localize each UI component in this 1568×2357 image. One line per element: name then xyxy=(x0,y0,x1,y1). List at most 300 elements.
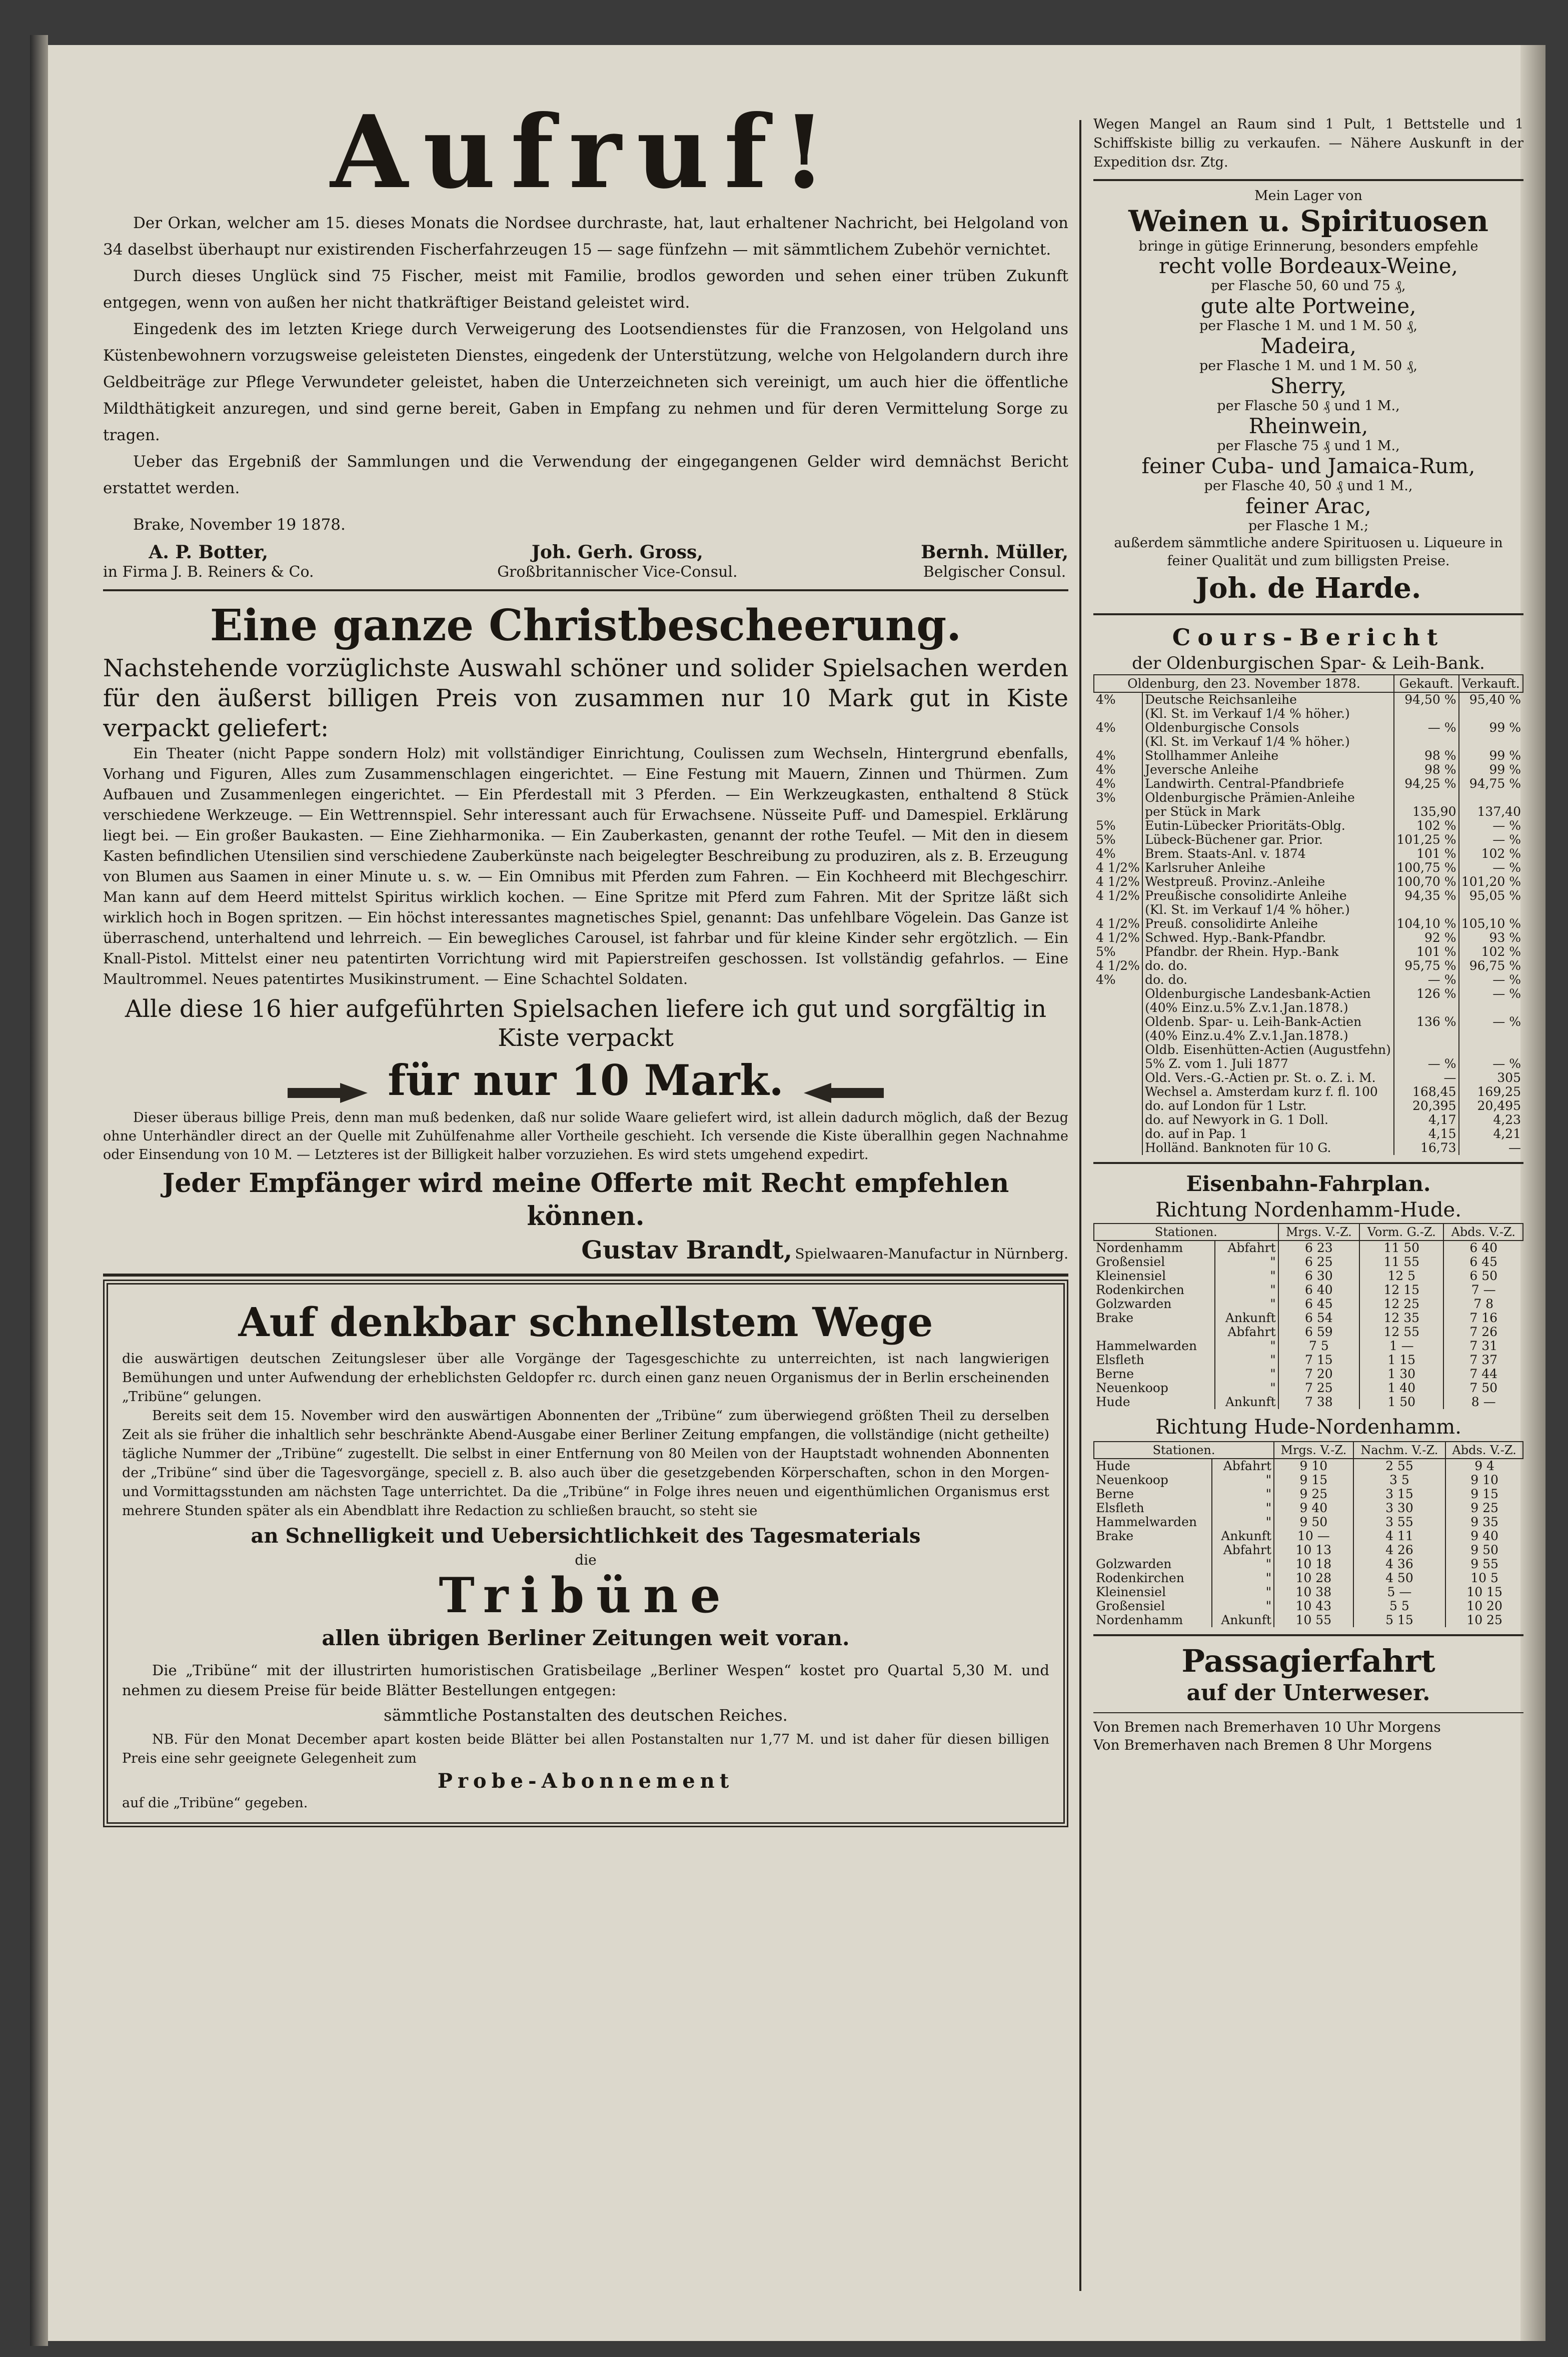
fahrplan-event: " xyxy=(1212,1571,1274,1585)
kurs-sold: 105,10 % xyxy=(1459,917,1523,931)
fahrplan-table-2 xyxy=(1093,1441,1523,1627)
kurs-bought xyxy=(1394,1043,1458,1057)
divider xyxy=(1093,1712,1523,1713)
kurs-security: Holländ. Banknoten für 10 G. xyxy=(1142,1141,1394,1155)
fahrplan-time: 6 54 xyxy=(1278,1311,1359,1325)
kurs-rate xyxy=(1094,707,1142,721)
kurs-sold: 305 xyxy=(1459,1071,1523,1085)
fahrplan-station: Kleinensiel xyxy=(1096,1585,1166,1599)
divider xyxy=(1093,179,1523,181)
kurs-sold: — % xyxy=(1459,973,1523,987)
fahrplan-time: 6 40 xyxy=(1278,1283,1359,1297)
kurs-sold: — % xyxy=(1459,861,1523,875)
tribune-die: die xyxy=(575,1551,597,1568)
fahrplan-row xyxy=(1094,1459,1523,1473)
kurs-security: Oldb. Eisenhütten-Actien (Augustfehn) xyxy=(1142,1043,1394,1057)
column-divider xyxy=(1079,120,1081,2291)
kurs-rate xyxy=(1094,1071,1142,1085)
kurs-row xyxy=(1094,1071,1523,1085)
kurs-security: Jeversche Anleihe xyxy=(1142,763,1394,777)
fahrplan-station: Brake xyxy=(1096,1529,1134,1543)
fahrplan-station: Nordenhamm xyxy=(1096,1613,1183,1627)
fahrplan-event: " xyxy=(1215,1381,1278,1395)
kurs-row xyxy=(1094,973,1523,987)
kurs-bought: 101,25 % xyxy=(1394,833,1458,847)
fahrplan-time: 11 50 xyxy=(1359,1241,1443,1255)
fahrplan-event: " xyxy=(1212,1473,1274,1487)
kurs-sold: — % xyxy=(1459,1057,1523,1071)
kurs-bought: 100,75 % xyxy=(1394,861,1458,875)
kurs-security: Oldenburgische Landesbank-Actien xyxy=(1142,987,1394,1001)
signer: Joh. Gerh. Gross, Großbritannischer Vice-Consul. xyxy=(497,542,738,581)
tribune-probe: Probe-Abonnement xyxy=(437,1769,734,1793)
kurs-row xyxy=(1094,749,1523,763)
kurs-rate: 4 1/2% xyxy=(1096,874,1140,889)
wine-item: feiner Cuba- und Jamaica-Rum, per Flasche 40, 50 ₰ und 1 M., xyxy=(1141,454,1475,494)
kurs-bought: 104,10 % xyxy=(1394,917,1458,931)
fahrplan-time: 4 36 xyxy=(1353,1557,1446,1571)
kurs-bought: 4,17 xyxy=(1394,1113,1458,1127)
fahrplan-header-time: Nachm. V.-Z. xyxy=(1353,1442,1446,1459)
kurs-rate: 4 1/2% xyxy=(1096,958,1140,973)
fahrplan-header-stations: Stationen. xyxy=(1094,1224,1278,1241)
kurs-bought: 92 % xyxy=(1394,931,1458,945)
fahrplan-station: Großensiel xyxy=(1096,1255,1165,1269)
fahrplan-row xyxy=(1094,1283,1523,1297)
wine-signature: Joh. de Harde. xyxy=(1195,572,1421,605)
kurs-rate xyxy=(1094,987,1142,1001)
kurs-sold: 99 % xyxy=(1459,763,1523,777)
kurs-row xyxy=(1094,805,1523,819)
fahrplan-event: Abfahrt xyxy=(1215,1325,1278,1339)
kurs-row xyxy=(1094,833,1523,847)
kurs-rate: 5% xyxy=(1096,832,1116,847)
sale-notice: Wegen Mangel an Raum sind 1 Pult, 1 Bettstelle und 1 Schiffskiste billig zu verkaufen. — Nähere Auskunft in der Expedition dsr. Ztg. xyxy=(1093,117,1523,170)
kurs-rate: 4% xyxy=(1096,762,1116,777)
divider xyxy=(103,589,1068,591)
kurs-bought: 94,50 % xyxy=(1394,692,1458,707)
fahrplan-time: 9 35 xyxy=(1445,1515,1523,1529)
fahrplan-station: Berne xyxy=(1096,1487,1134,1501)
kurs-sold: — % xyxy=(1459,819,1523,833)
kurs-sold: 137,40 xyxy=(1459,805,1523,819)
fahrplan-row xyxy=(1094,1557,1523,1571)
kurs-security: Preußische consolidirte Anleihe xyxy=(1142,889,1394,903)
kurs-row xyxy=(1094,987,1523,1001)
kurs-bought: 100,70 % xyxy=(1394,875,1458,889)
fahrplan-event: Ankunft xyxy=(1215,1395,1278,1409)
kurs-security: do. do. xyxy=(1142,959,1394,973)
fahrplan-station: Kleinensiel xyxy=(1096,1269,1166,1283)
fahrplan-station: Rodenkirchen xyxy=(1096,1571,1184,1585)
kurs-row xyxy=(1094,1001,1523,1015)
kurs-security: Preuß. consolidirte Anleihe xyxy=(1142,917,1394,931)
fahrplan-time: 1 30 xyxy=(1359,1367,1443,1381)
fahrplan-row xyxy=(1094,1255,1523,1269)
kurs-row xyxy=(1094,1057,1523,1071)
kurs-bought: 95,75 % xyxy=(1394,959,1458,973)
tribune-title: Auf denkbar schnellstem Wege xyxy=(238,1298,933,1346)
fahrplan-time: 2 55 xyxy=(1353,1459,1446,1473)
kurs-rate: 4% xyxy=(1096,776,1116,791)
kurs-sold xyxy=(1459,1001,1523,1015)
book-edge xyxy=(30,35,48,2346)
fahrplan-event: Ankunft xyxy=(1212,1529,1274,1543)
fahrplan-header-time: Mrgs. V.-Z. xyxy=(1274,1442,1353,1459)
kurs-sold xyxy=(1459,903,1523,917)
wine-intro: Mein Lager von xyxy=(1254,188,1362,204)
fahrplan-time: 9 10 xyxy=(1445,1473,1523,1487)
kurs-header-bought: Gekauft. xyxy=(1394,675,1458,692)
fahrplan-station xyxy=(1094,1325,1215,1339)
kurs-rate xyxy=(1094,1029,1142,1043)
wine-item: Madeira, per Flasche 1 M. und 1 M. 50 ₰, xyxy=(1199,334,1417,374)
fahrplan-header-time: Mrgs. V.-Z. xyxy=(1278,1224,1359,1241)
fahrplan-event: " xyxy=(1215,1339,1278,1353)
fahrplan-time: 4 50 xyxy=(1353,1571,1446,1585)
kurs-bought: 98 % xyxy=(1394,763,1458,777)
kurs-rate: 5% xyxy=(1096,818,1116,833)
fahrplan-time: 9 25 xyxy=(1445,1501,1523,1515)
kurs-sold: 94,75 % xyxy=(1459,777,1523,791)
kurs-bought xyxy=(1394,1029,1458,1043)
fahrplan-time: 12 5 xyxy=(1359,1269,1443,1283)
fahrplan-time: 10 5 xyxy=(1445,1571,1523,1585)
wine-title: Weinen u. Spirituosen xyxy=(1128,204,1488,238)
kurs-bought: 4,15 xyxy=(1394,1127,1458,1141)
fahrplan-time: 5 — xyxy=(1353,1585,1446,1599)
kurs-row xyxy=(1094,959,1523,973)
aufruf-paragraph-2: Durch dieses Unglück sind 75 Fischer, meist mit Familie, brodlos geworden und sehen einer trüben Zukunft entgegen, wenn von außen her nicht thatkräftiger Beistand geleistet wird. xyxy=(103,267,1068,312)
kurs-security: do. auf Newyork in G. 1 Doll. xyxy=(1142,1113,1394,1127)
kurs-security: do. auf London für 1 Lstr. xyxy=(1142,1099,1394,1113)
kurs-rate xyxy=(1094,1113,1142,1127)
kurs-sold: 20,495 xyxy=(1459,1099,1523,1113)
fahrplan-time: 9 50 xyxy=(1274,1515,1353,1529)
kurs-row xyxy=(1094,1015,1523,1029)
aufruf-date: Brake, November 19 1878. xyxy=(133,516,346,534)
fahrplan-title: Eisenbahn-Fahrplan. xyxy=(1186,1171,1431,1196)
kurs-security: Eutin-Lübecker Prioritäts-Oblg. xyxy=(1142,819,1394,833)
fahrplan-row xyxy=(1094,1311,1523,1325)
fahrplan-row xyxy=(1094,1599,1523,1613)
fahrplan-time: 12 15 xyxy=(1359,1283,1443,1297)
tribune-ad-box xyxy=(103,1280,1068,1827)
fahrplan-time: 7 25 xyxy=(1278,1381,1359,1395)
kurs-row xyxy=(1094,692,1523,707)
kurs-bought xyxy=(1394,707,1458,721)
fahrplan-time: 5 15 xyxy=(1353,1613,1446,1627)
signer: Bernh. Müller, Belgischer Consul. xyxy=(921,542,1068,581)
kurs-row xyxy=(1094,819,1523,833)
fahrplan-time: 10 20 xyxy=(1445,1599,1523,1613)
fahrplan-dir1: Richtung Nordenhamm-Hude. xyxy=(1155,1199,1461,1222)
kurs-row xyxy=(1094,721,1523,735)
fahrplan-time: 10 43 xyxy=(1274,1599,1353,1613)
kurs-row xyxy=(1094,903,1523,917)
fahrplan-event: Abfahrt xyxy=(1215,1241,1278,1255)
kurs-bought: 126 % xyxy=(1394,987,1458,1001)
kurs-bought: 20,395 xyxy=(1394,1099,1458,1113)
fahrplan-row xyxy=(1094,1487,1523,1501)
fahrplan-time: 7 15 xyxy=(1278,1353,1359,1367)
fahrplan-time: 3 15 xyxy=(1353,1487,1446,1501)
kurs-title: Cours-Bericht xyxy=(1172,624,1445,651)
left-column xyxy=(103,95,1068,1827)
kurs-bought xyxy=(1394,903,1458,917)
aufruf-paragraph-3: Eingedenk des im letzten Kriege durch Verweigerung des Lootsendienstes für die Franzosen, von Helgoland uns Küstenbewohnern vorzugsweise geleisteten Dienstes, eingedenk der Unterstützung, welche von Helgolandern durch ihre Geldbeiträge zur Pflege Verwundeter geleistet, haben die Unterzeichneten sich vereinigt, um auch hier die öffentliche Mildthätigkeit anzuregen, und sind gerne bereit, Gaben in Empfang zu nehmen und für deren Vermittelung Sorge zu tragen. xyxy=(103,320,1068,444)
fahrplan-time: 3 55 xyxy=(1353,1515,1446,1529)
kurs-sold: — % xyxy=(1459,1015,1523,1029)
kurs-bought: — % xyxy=(1394,721,1458,735)
kurs-row xyxy=(1094,1043,1523,1057)
kurs-security: (Kl. St. im Verkauf 1/4 % höher.) xyxy=(1142,707,1394,721)
fahrplan-time: 5 5 xyxy=(1353,1599,1446,1613)
wine-items xyxy=(1093,254,1523,534)
fahrplan-time: 8 — xyxy=(1443,1395,1523,1409)
aufruf-signatures xyxy=(103,542,1068,582)
tribune-p2: Bereits seit dem 15. November wird den auswärtigen Abonnenten der „Tribüne“ zum überwiegend größten Theil zu derselben Zeit als sie früher die inhaltlich sehr beschränkte Abend-Ausgabe einer Berliner Zeitung empfangen, die vollständige (nicht getheilte) tägliche Nummer der „Tribüne“ zugestellt. Die selbst in einer Entfernung von 80 Meilen von der Hauptstadt wohnenden Abonnenten der „Tribüne“ sind über die Tagesvorgänge, speciell z. B. also auch über die gesetzgebenden Körperschaften, schon in den Morgen- und Vormittagsstunden am nächsten Tage unterrichtet. Da die „Tribüne“ in Folge ihres neuen und eigenthümlichen Organismus erst mehrere Stunden später als ein Abendblatt ihre Redaction zu schließen braucht, so steht sie xyxy=(122,1408,1049,1519)
kurs-row xyxy=(1094,1127,1523,1141)
fahrplan-row xyxy=(1094,1241,1523,1255)
fahrplan-time: 6 40 xyxy=(1443,1241,1523,1255)
fahrplan-time: 7 50 xyxy=(1443,1381,1523,1395)
kurs-sold: 102 % xyxy=(1459,945,1523,959)
kurs-security: Westpreuß. Provinz.-Anleihe xyxy=(1142,875,1394,889)
kurs-bought: 94,35 % xyxy=(1394,889,1458,903)
fahrplan-time: 7 8 xyxy=(1443,1297,1523,1311)
fahrplan-row xyxy=(1094,1269,1523,1283)
kurs-row xyxy=(1094,875,1523,889)
kurs-row xyxy=(1094,1113,1523,1127)
kurs-row xyxy=(1094,1141,1523,1155)
fahrplan-time: 4 11 xyxy=(1353,1529,1446,1543)
fahrplan-row xyxy=(1094,1367,1523,1381)
kurs-rate: 3% xyxy=(1096,790,1116,805)
fahrplan-time: 9 55 xyxy=(1445,1557,1523,1571)
fahrplan-station: Rodenkirchen xyxy=(1096,1283,1184,1297)
kurs-rate xyxy=(1094,1001,1142,1015)
christ-jeder: Jeder Empfänger wird meine Offerte mit Recht empfehlen können. xyxy=(162,1167,1009,1232)
fahrplan-time: 10 38 xyxy=(1274,1585,1353,1599)
tribune-name: Tribüne xyxy=(439,1567,733,1624)
fahrplan-event: Abfahrt xyxy=(1212,1543,1274,1557)
kurs-row xyxy=(1094,945,1523,959)
fahrplan-event: Ankunft xyxy=(1215,1311,1278,1325)
kurs-rate: 4 1/2% xyxy=(1096,916,1140,931)
tribune-line2: allen übrigen Berliner Zeitungen weit voran. xyxy=(322,1625,850,1650)
fahrplan-time: 10 — xyxy=(1274,1529,1353,1543)
kurs-bought xyxy=(1394,791,1458,805)
fahrplan-station: Golzwarden xyxy=(1096,1297,1172,1311)
kurs-sold: 99 % xyxy=(1459,721,1523,735)
kurs-bought: 102 % xyxy=(1394,819,1458,833)
pointing-hand-right-icon xyxy=(285,1080,370,1105)
kurs-rate xyxy=(1094,735,1142,749)
passagier-line-1: Von Bremen nach Bremerhaven 10 Uhr Morgens xyxy=(1093,1719,1441,1735)
kurs-bought: 135,90 xyxy=(1394,805,1458,819)
fahrplan-time: 3 30 xyxy=(1353,1501,1446,1515)
kurs-bought: 101 % xyxy=(1394,945,1458,959)
christ-signature: Gustav Brandt, Spielwaaren-Manufactur in Nürnberg. xyxy=(581,1235,1068,1265)
fahrplan-station: Elsfleth xyxy=(1096,1501,1144,1515)
fahrplan-header-time: Abds. V.-Z. xyxy=(1445,1442,1523,1459)
fahrplan-station: Hammelwarden xyxy=(1096,1515,1197,1529)
kurs-bought xyxy=(1394,1001,1458,1015)
fahrplan-time: 9 15 xyxy=(1445,1487,1523,1501)
wine-item: recht volle Bordeaux-Weine, per Flasche 50, 60 und 75 ₰, xyxy=(1158,254,1458,294)
fahrplan-time: 6 30 xyxy=(1278,1269,1359,1283)
kurs-sold xyxy=(1459,707,1523,721)
fahrplan-time: 6 25 xyxy=(1278,1255,1359,1269)
divider xyxy=(1093,1162,1523,1164)
kurs-sold: 95,05 % xyxy=(1459,889,1523,903)
signer: A. P. Botter, in Firma J. B. Reiners & Co. xyxy=(103,542,314,581)
fahrplan-time: 9 25 xyxy=(1274,1487,1353,1501)
fahrplan-row xyxy=(1094,1585,1523,1599)
tribune-p1: die auswärtigen deutschen Zeitungsleser über alle Vorgänge der Tagesgeschichte zu unterreichten, ist nach langwierigen Bemühungen und unter Aufwendung der erheblichsten Geldopfer rc. durch einen ganz neuen Organismus der in Berlin erscheinenden „Tribüne“ gelungen. xyxy=(122,1351,1049,1405)
kurs-row xyxy=(1094,1099,1523,1113)
kurs-sold xyxy=(1459,1043,1523,1057)
fahrplan-event: " xyxy=(1212,1585,1274,1599)
fahrplan-time: 6 50 xyxy=(1443,1269,1523,1283)
kurs-security: Oldenburgische Consols xyxy=(1142,721,1394,735)
fahrplan-dir2: Richtung Hude-Nordenhamm. xyxy=(1155,1416,1461,1439)
kurs-rate: 4 1/2% xyxy=(1096,888,1140,903)
fahrplan-time: 9 4 xyxy=(1445,1459,1523,1473)
kurs-row xyxy=(1094,889,1523,903)
kurs-security: do. auf in Pap. 1 xyxy=(1142,1127,1394,1141)
fahrplan-time: 1 15 xyxy=(1359,1353,1443,1367)
fahrplan-time: 10 55 xyxy=(1274,1613,1353,1627)
fahrplan-station: Neuenkoop xyxy=(1096,1381,1168,1395)
fahrplan-row xyxy=(1094,1339,1523,1353)
kurs-sold: 4,23 xyxy=(1459,1113,1523,1127)
fahrplan-row xyxy=(1094,1571,1523,1585)
fahrplan-event: " xyxy=(1215,1269,1278,1283)
fahrplan-time: 7 26 xyxy=(1443,1325,1523,1339)
fahrplan-station: Brake xyxy=(1096,1311,1134,1325)
kurs-security: Landwirth. Central-Pfandbriefe xyxy=(1142,777,1394,791)
fahrplan-row xyxy=(1094,1613,1523,1627)
kurs-security: (Kl. St. im Verkauf 1/4 % höher.) xyxy=(1142,735,1394,749)
kurs-sold xyxy=(1459,791,1523,805)
kurs-sold: 95,40 % xyxy=(1459,692,1523,707)
fahrplan-station: Hammelwarden xyxy=(1096,1339,1197,1353)
christ-small: Dieser überaus billige Preis, denn man muß bedenken, daß nur solide Waare geliefert wird, ist allein dadurch möglich, daß der Bezug ohne Unterhändler direct an der Quelle mit Zuhülfenahme aller Vortheile geschieht. Ich versende die Kiste überallhin gegen Nachnahme oder Einsendung von 10 M. — Letzteres ist der Billigkeit halber vorzuziehen. Es wird stets umgehend expedirt. xyxy=(103,1109,1068,1162)
passagier-sub: auf der Unterweser. xyxy=(1186,1680,1430,1706)
fahrplan-time: 6 45 xyxy=(1443,1255,1523,1269)
fahrplan-table-1 xyxy=(1093,1223,1523,1409)
fahrplan-row xyxy=(1094,1515,1523,1529)
fahrplan-time: 10 15 xyxy=(1445,1585,1523,1599)
fahrplan-event: Ankunft xyxy=(1212,1613,1274,1627)
fahrplan-time: 12 35 xyxy=(1359,1311,1443,1325)
kurs-security: Pfandbr. der Rhein. Hyp.-Bank xyxy=(1142,945,1394,959)
kurs-row xyxy=(1094,1085,1523,1099)
kurs-security: Oldenburgische Prämien-Anleihe xyxy=(1142,791,1394,805)
kurs-rate: 4 1/2% xyxy=(1096,930,1140,945)
kurs-rate: 4 1/2% xyxy=(1096,860,1140,875)
page-fold xyxy=(1520,45,1545,2341)
divider xyxy=(1093,1634,1523,1636)
kurs-bought: 98 % xyxy=(1394,749,1458,763)
wine-item: Sherry, per Flasche 50 ₰ und 1 M., xyxy=(1217,374,1400,414)
kurs-security: Wechsel a. Amsterdam kurz f. fl. 100 xyxy=(1142,1085,1394,1099)
kurs-rate: 4% xyxy=(1096,748,1116,763)
passagier-line-2: Von Bremerhaven nach Bremen 8 Uhr Morgens xyxy=(1093,1737,1432,1753)
fahrplan-time: 1 50 xyxy=(1359,1395,1443,1409)
kurs-rate: 4% xyxy=(1096,720,1116,735)
fahrplan-station: Hude xyxy=(1096,1459,1130,1473)
wine-end: außerdem sämmtliche andere Spirituosen u. Liqueure in feiner Qualität und zum billigsten Preise. xyxy=(1114,535,1503,569)
fahrplan-time: 10 18 xyxy=(1274,1557,1353,1571)
kurs-row xyxy=(1094,707,1523,721)
kurs-sold: 4,21 xyxy=(1459,1127,1523,1141)
kurs-rate: 4% xyxy=(1096,846,1116,861)
kurs-sold: 101,20 % xyxy=(1459,875,1523,889)
kurs-table xyxy=(1093,674,1523,1155)
aufruf-paragraph-1: Der Orkan, welcher am 15. dieses Monats die Nordsee durchraste, hat, laut erhaltener Nachricht, bei Helgoland von 34 daselbst überhaupt nur existirenden Fischerfahrzeugen 15 — sage fünfzehn — mit sämmtlichem Zubehör vernichtet. xyxy=(103,214,1068,259)
wine-item: gute alte Portweine, per Flasche 1 M. und 1 M. 50 ₰, xyxy=(1199,294,1417,334)
wine-sub: bringe in gütige Erinnerung, besonders empfehle xyxy=(1138,239,1478,254)
kurs-security: (40% Einz.u.4% Z.v.1.Jan.1878.) xyxy=(1142,1029,1394,1043)
fahrplan-time: 7 20 xyxy=(1278,1367,1359,1381)
fahrplan-station xyxy=(1094,1543,1212,1557)
kurs-security: 5% Z. vom 1. Juli 1877 xyxy=(1142,1057,1394,1071)
kurs-sold xyxy=(1459,735,1523,749)
kurs-rate xyxy=(1094,1085,1142,1099)
fahrplan-time: 6 23 xyxy=(1278,1241,1359,1255)
kurs-bought: — % xyxy=(1394,1057,1458,1071)
kurs-row xyxy=(1094,791,1523,805)
kurs-rate xyxy=(1094,1015,1142,1029)
kurs-sold: 102 % xyxy=(1459,847,1523,861)
fahrplan-row xyxy=(1094,1473,1523,1487)
fahrplan-event: " xyxy=(1212,1515,1274,1529)
fahrplan-time: 12 55 xyxy=(1359,1325,1443,1339)
fahrplan-time: 9 40 xyxy=(1445,1529,1523,1543)
christ-all: Alle diese 16 hier aufgeführten Spielsachen liefere ich gut und sorgfältig in Kiste verpackt xyxy=(125,995,1047,1052)
fahrplan-row xyxy=(1094,1395,1523,1409)
fahrplan-event: " xyxy=(1212,1487,1274,1501)
christ-intro: Nachstehende vorzüglichste Auswahl schöner und solider Spielsachen werden für den äußerst billigen Preis von zusammen nur 10 Mark gut in Kiste verpackt geliefert: xyxy=(103,654,1068,742)
fahrplan-time: 7 44 xyxy=(1443,1367,1523,1381)
fahrplan-station: Golzwarden xyxy=(1096,1557,1172,1571)
kurs-security: Lübeck-Büchener gar. Prior. xyxy=(1142,833,1394,847)
kurs-security: Old. Vers.-G.-Actien pr. St. o. Z. i. M. xyxy=(1142,1071,1394,1085)
aufruf-title: Aufruf! xyxy=(330,95,841,211)
fahrplan-time: 7 38 xyxy=(1278,1395,1359,1409)
fahrplan-header-time: Vorm. G.-Z. xyxy=(1359,1224,1443,1241)
fahrplan-time: 1 — xyxy=(1359,1339,1443,1353)
kurs-sold: — % xyxy=(1459,987,1523,1001)
fahrplan-station: Hude xyxy=(1096,1395,1130,1409)
kurs-bought: — xyxy=(1394,1071,1458,1085)
kurs-rate: 4% xyxy=(1096,692,1116,707)
fahrplan-row xyxy=(1094,1501,1523,1515)
fahrplan-time: 6 45 xyxy=(1278,1297,1359,1311)
fahrplan-row xyxy=(1094,1381,1523,1395)
tribune-line1: an Schnelligkeit und Uebersichtlichkeit des Tagesmaterials xyxy=(251,1524,921,1548)
kurs-rate xyxy=(1094,1099,1142,1113)
kurs-security: (Kl. St. im Verkauf 1/4 % höher.) xyxy=(1142,903,1394,917)
kurs-rate xyxy=(1094,805,1142,819)
pointing-hand-left-icon xyxy=(801,1080,886,1105)
kurs-rate xyxy=(1094,1057,1142,1071)
fahrplan-time: 9 40 xyxy=(1274,1501,1353,1515)
fahrplan-event: " xyxy=(1215,1283,1278,1297)
